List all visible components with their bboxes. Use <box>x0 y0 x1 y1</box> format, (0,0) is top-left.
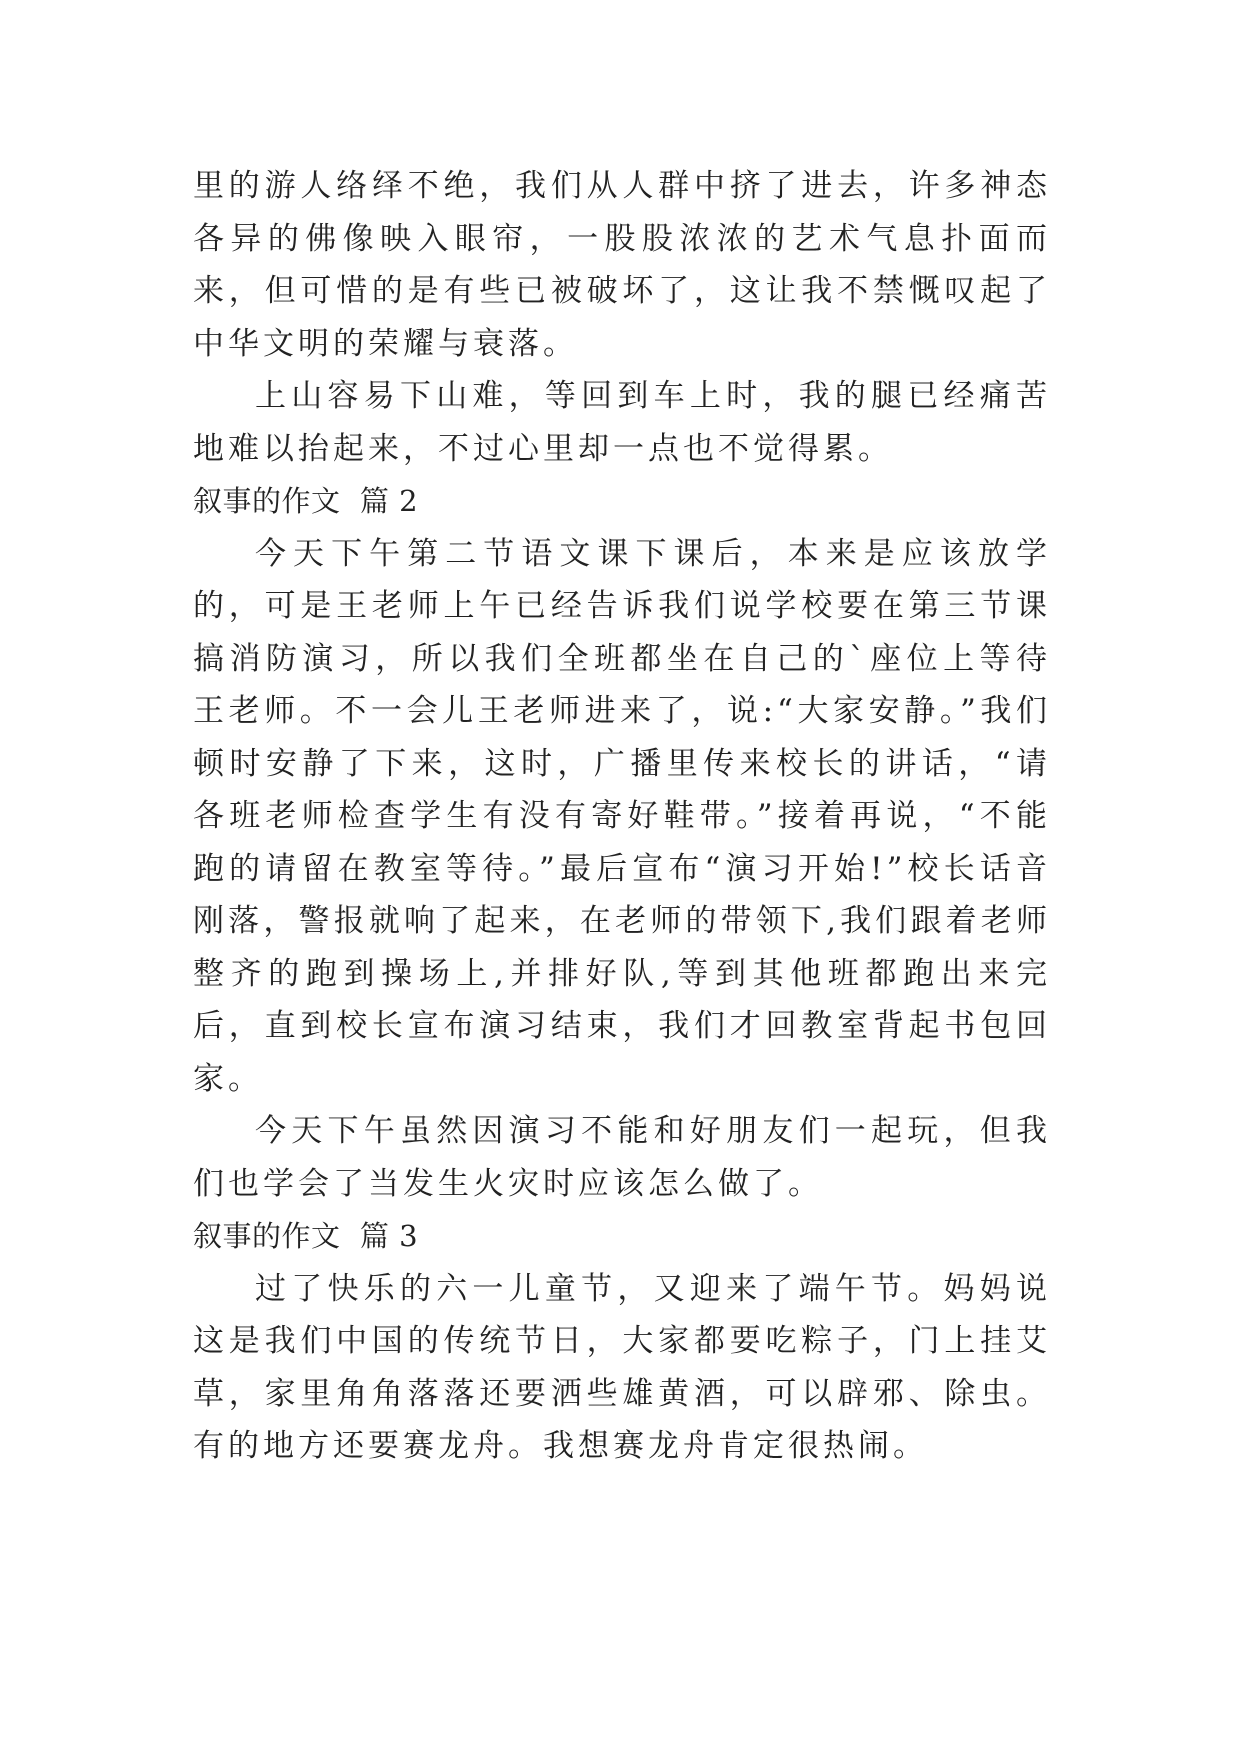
section-heading: 叙事的作文 篇 2 <box>193 484 419 518</box>
section-heading: 叙事的作文 篇 3 <box>193 1219 419 1253</box>
paragraph: 今天下午第二节语文课下课后，本来是应该放学的，可是王老师上午已经告诉我们说学校要在第三节课搞消防演习，所以我们全班都坐在自己的`座位上等待王老师。不一会儿王老师进来了，说:“大家安静。”我们顿时安静了下来，这时，广播里传来校长的讲话，“请各班老师检查学生有没有寄好鞋带。”接着再说，“不能跑的请留在教室等待。”最后宣布“演习开始!”校长话音刚落，警报就响了起来，在老师的带领下,我们跟着老师整齐的跑到操场上,并排好队,等到其他班都跑出来完后，直到校长宣布演习结束，我们才回教室背起书包回家。 <box>193 535 1051 1097</box>
paragraph: 今天下午虽然因演习不能和好朋友们一起玩，但我们也学会了当发生火灾时应该怎么做了。 <box>193 1113 1051 1202</box>
document-body <box>193 160 1051 1473</box>
paragraph: 上山容易下山难，等回到车上时，我的腿已经痛苦地难以抬起来，不过心里却一点也不觉得累。 <box>193 378 1051 467</box>
paragraph: 过了快乐的六一儿童节，又迎来了端午节。妈妈说这是我们中国的传统节日，大家都要吃粽子，门上挂艾草，家里角角落落还要洒些雄黄酒，可以辟邪、除虫。有的地方还要赛龙舟。我想赛龙舟肯定很热闹。 <box>193 1270 1051 1464</box>
paragraph-continued: 里的游人络绎不绝，我们从人群中挤了进去，许多神态各异的佛像映入眼帘，一股股浓浓的艺术气息扑面而来，但可惜的是有些已被破坏了，这让我不禁慨叹起了中华文明的荣耀与衰落。 <box>193 168 1051 362</box>
